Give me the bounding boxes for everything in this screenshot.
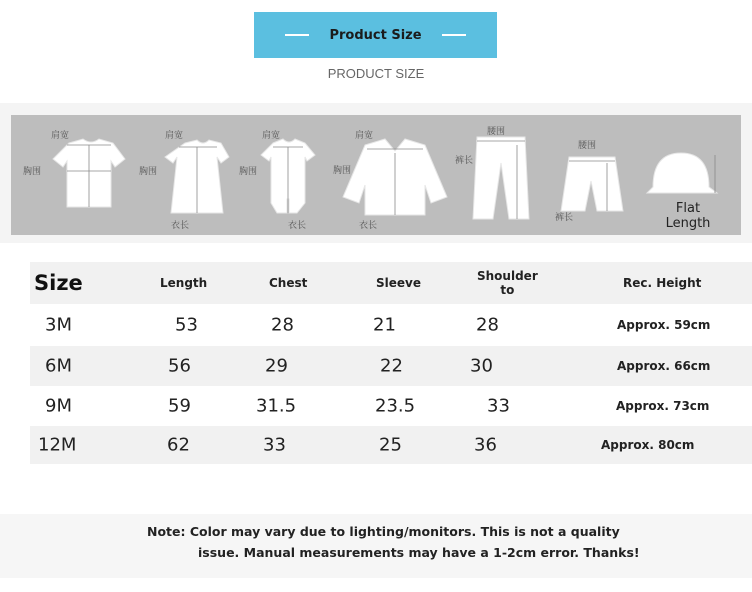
- table-header-row: [30, 262, 752, 304]
- label-waist-2: 腰围: [578, 141, 597, 151]
- flat-length-label: [655, 201, 721, 231]
- cell-sleeve: 21: [373, 314, 396, 336]
- table-row: [30, 426, 752, 464]
- label-chest-3: 胸围: [239, 167, 258, 177]
- label-pants-length: 裤长: [455, 156, 474, 166]
- flat-label-line2: Length: [665, 216, 711, 231]
- label-chest-4: 胸围: [333, 166, 352, 176]
- cell-chest: 31.5: [256, 395, 297, 417]
- label-shoulder-2: 肩宽: [165, 131, 184, 141]
- cell-height: Approx. 80cm: [601, 438, 695, 452]
- cell-chest: 28: [271, 314, 294, 336]
- header-shoulder-line2: to: [500, 283, 515, 297]
- label-short-length: 裤长: [555, 213, 574, 223]
- size-table: [30, 262, 752, 464]
- cell-chest: 29: [265, 355, 288, 377]
- hat-icon: [647, 153, 717, 193]
- table-row: [30, 386, 752, 426]
- cell-size: 9M: [45, 395, 72, 417]
- flat-label-line1: Flat: [675, 201, 701, 216]
- note-line1: Note: Color may vary due to lighting/monitors. This is not a quality: [147, 524, 620, 539]
- cell-size: 3M: [45, 314, 72, 336]
- header-banner: [254, 12, 497, 58]
- header-size: Size: [34, 271, 83, 295]
- label-chest-1: 胸围: [23, 167, 42, 177]
- cell-length: 53: [175, 314, 198, 336]
- label-shoulder-4: 肩宽: [355, 131, 374, 141]
- banner-dash-left: [285, 34, 309, 36]
- cell-sleeve: 23.5: [375, 395, 416, 417]
- banner-title: Product Size: [329, 27, 422, 43]
- page-subtitle: PRODUCT SIZE: [327, 66, 425, 81]
- table-row: [30, 346, 752, 386]
- label-length-4: 衣长: [359, 221, 378, 231]
- header-rec-height: Rec. Height: [623, 276, 702, 290]
- header-chest: Chest: [269, 276, 308, 290]
- cell-sleeve: 22: [380, 355, 403, 377]
- shorts-icon: [561, 157, 623, 211]
- cell-sleeve: 25: [379, 434, 402, 456]
- cell-shoulder: 28: [476, 314, 499, 336]
- garment-illustrations: [11, 115, 741, 235]
- header-sleeve: Sleeve: [376, 276, 421, 290]
- label-length-3: 衣长: [288, 221, 307, 231]
- header-shoulder-line1: Shoulder: [477, 269, 538, 283]
- banner-dash-right: [442, 34, 466, 36]
- cell-chest: 33: [263, 434, 286, 456]
- cell-size: 6M: [45, 355, 72, 377]
- cell-length: 56: [168, 355, 191, 377]
- note-line2: issue. Manual measurements may have a 1-2cm error. Thanks!: [198, 545, 640, 560]
- header-shoulder: [477, 269, 538, 297]
- label-shoulder-3: 肩宽: [262, 131, 281, 141]
- garment-diagram-strip: [11, 115, 741, 235]
- label-shoulder-1: 肩宽: [51, 131, 70, 141]
- cell-shoulder: 33: [487, 395, 510, 417]
- pants-icon: [473, 137, 529, 219]
- cell-length: 62: [167, 434, 190, 456]
- cell-shoulder: 36: [474, 434, 497, 456]
- cell-shoulder: 30: [470, 355, 493, 377]
- cell-length: 59: [168, 395, 191, 417]
- table-row: [30, 304, 752, 346]
- cell-size: 12M: [38, 434, 77, 456]
- label-waist: 腰围: [487, 127, 506, 137]
- cell-height: Approx. 59cm: [617, 318, 711, 332]
- header-length: Length: [160, 276, 208, 290]
- cell-height: Approx. 73cm: [616, 399, 710, 413]
- label-length-2: 衣长: [171, 221, 190, 231]
- label-chest-2: 胸围: [139, 167, 158, 177]
- cell-height: Approx. 66cm: [617, 359, 711, 373]
